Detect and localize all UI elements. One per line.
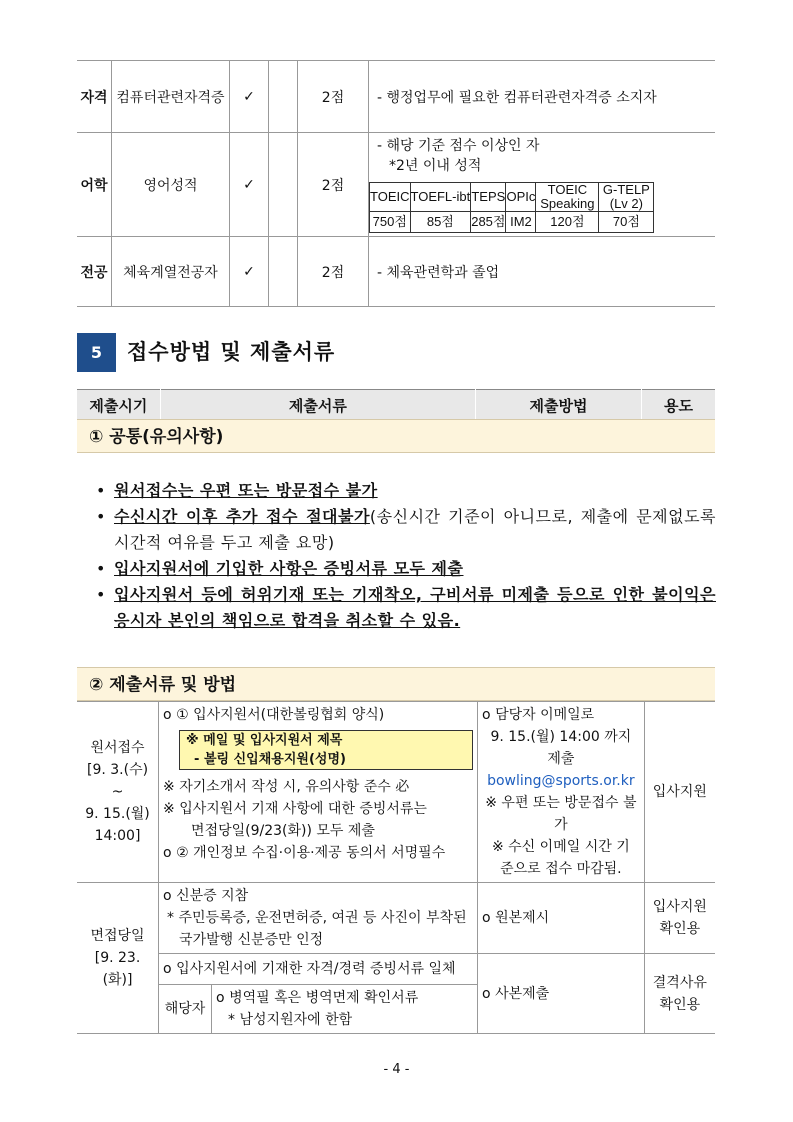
docs-title: ② 제출서류 및 방법: [77, 667, 715, 701]
criteria-desc: - 행정업무에 필요한 컴퓨터관련자격증 소지자: [369, 61, 716, 133]
submission-header: [77, 389, 715, 421]
method-cell: o 원본제시: [478, 883, 645, 954]
email-link[interactable]: bowling@sports.or.kr: [487, 773, 635, 789]
use-cell: 입사지원 확인용: [644, 883, 715, 954]
criteria-name: 컴퓨터관련자격증: [112, 61, 230, 133]
check-mark: ✓: [230, 61, 269, 133]
test-score: IM2: [506, 212, 536, 233]
table-row: [77, 883, 715, 954]
section-number: 5: [77, 333, 116, 372]
test-name: OPIc: [506, 183, 536, 212]
test-score: 70점: [599, 212, 654, 233]
criteria-name: 체육계열전공자: [112, 237, 230, 307]
mail-title-box: ※ 메일 및 입사지원서 제목 - 볼링 신입채용지원(성명): [179, 730, 473, 770]
use-cell: 입사지원: [644, 702, 715, 883]
test-name: TEPS: [471, 183, 506, 212]
docs-cell: o 입사지원서에 기재한 자격/경력 증빙서류 일체 해당자 o 병역필 혹은 병역면제 확인서류 * 남성지원자에 한함: [159, 954, 478, 1034]
criteria-category: 어학: [77, 133, 112, 237]
header-method: 제출방법: [475, 390, 641, 421]
criteria-table: [77, 60, 715, 307]
criteria-row: [77, 61, 715, 133]
notice-item: • 수신시간 이후 추가 접수 절대불가(송신시간 기준이 아니므로, 제출에 문제없도록 시간적 여유를 두고 제출 요망): [96, 504, 716, 556]
table-row: [77, 702, 715, 883]
criteria-desc: - 체육관련학과 졸업: [369, 237, 716, 307]
section-title: 접수방법 및 제출서류: [127, 340, 336, 364]
criteria-points: 2점: [298, 133, 369, 237]
test-name: G-TELP (Lv 2): [599, 183, 654, 212]
when-cell: 원서접수 [9. 3.(수) ~ 9. 15.(월) 14:00]: [77, 702, 159, 883]
test-name: TOEIC: [370, 183, 411, 212]
criteria-row: [77, 237, 715, 307]
test-name: TOEFL-ibt: [410, 183, 471, 212]
criteria-note: *2년 이내 성적: [389, 158, 482, 174]
method-cell: o 담당자 이메일로 9. 15.(월) 14:00 까지 제출 bowling@sports.or.kr ※ 우편 또는 방문접수 불가 ※ 수신 이메일 시간 기 준으로 접수 마감됨.: [478, 702, 645, 883]
method-cell: o 사본제출: [478, 954, 645, 1034]
notice-list: [96, 478, 716, 634]
test-score: 85점: [410, 212, 471, 233]
notice-item: • 원서접수는 우편 또는 방문접수 불가: [96, 478, 716, 504]
check-mark: ✓: [230, 133, 269, 237]
criteria-points: 2점: [298, 61, 369, 133]
criteria-category: 자격: [77, 61, 112, 133]
when-cell: 면접당일 [9. 23.(화)]: [77, 883, 159, 1034]
criteria-points: 2점: [298, 237, 369, 307]
page-number: - 4 -: [383, 1062, 410, 1077]
criteria-desc: - 해당 기준 점수 이상인 자: [377, 138, 540, 154]
notice-item: • 입사지원서 등에 허위기재 또는 기재착오, 구비서류 미제출 등으로 인한 불이익은 응시자 본인의 책임으로 합격을 취소할 수 있음.: [96, 582, 716, 634]
docs-cell: o ① 입사지원서(대한볼링협회 양식) ※ 메일 및 입사지원서 제목 - 볼링 신입채용지원(성명) ※ 자기소개서 작성 시, 유의사항 준수 必 ※ 입사지원서 기재 사항에 대한 증빙서류는 면접당일(9/23(화)) 모두 제출 o ② 개인정보 수집·이용·제공 동의서 서명필수: [159, 702, 478, 883]
submission-table: [77, 701, 715, 1034]
check-mark: ✓: [230, 237, 269, 307]
header-when: 제출시기: [77, 390, 160, 421]
notice-item: • 입사지원서에 기입한 사항은 증빙서류 모두 제출: [96, 556, 716, 582]
notice-title: ① 공통(유의사항): [77, 419, 715, 453]
test-name: TOEIC Speaking: [536, 183, 599, 212]
criteria-category: 전공: [77, 237, 112, 307]
sub-label: 해당자: [159, 985, 212, 1033]
test-score: 750점: [370, 212, 411, 233]
header-docs: 제출서류: [160, 390, 475, 421]
language-score-grid: [369, 182, 654, 233]
header-use: 용도: [642, 390, 715, 421]
criteria-name: 영어성적: [112, 133, 230, 237]
docs-cell: o 신분증 지참 * 주민등록증, 운전면허증, 여권 등 사진이 부착된 국가발행 신분증만 인정: [159, 883, 478, 954]
criteria-row: [77, 133, 715, 237]
test-score: 120점: [536, 212, 599, 233]
test-score: 285점: [471, 212, 506, 233]
table-row: [77, 954, 715, 1034]
use-cell: 결격사유 확인용: [644, 954, 715, 1034]
